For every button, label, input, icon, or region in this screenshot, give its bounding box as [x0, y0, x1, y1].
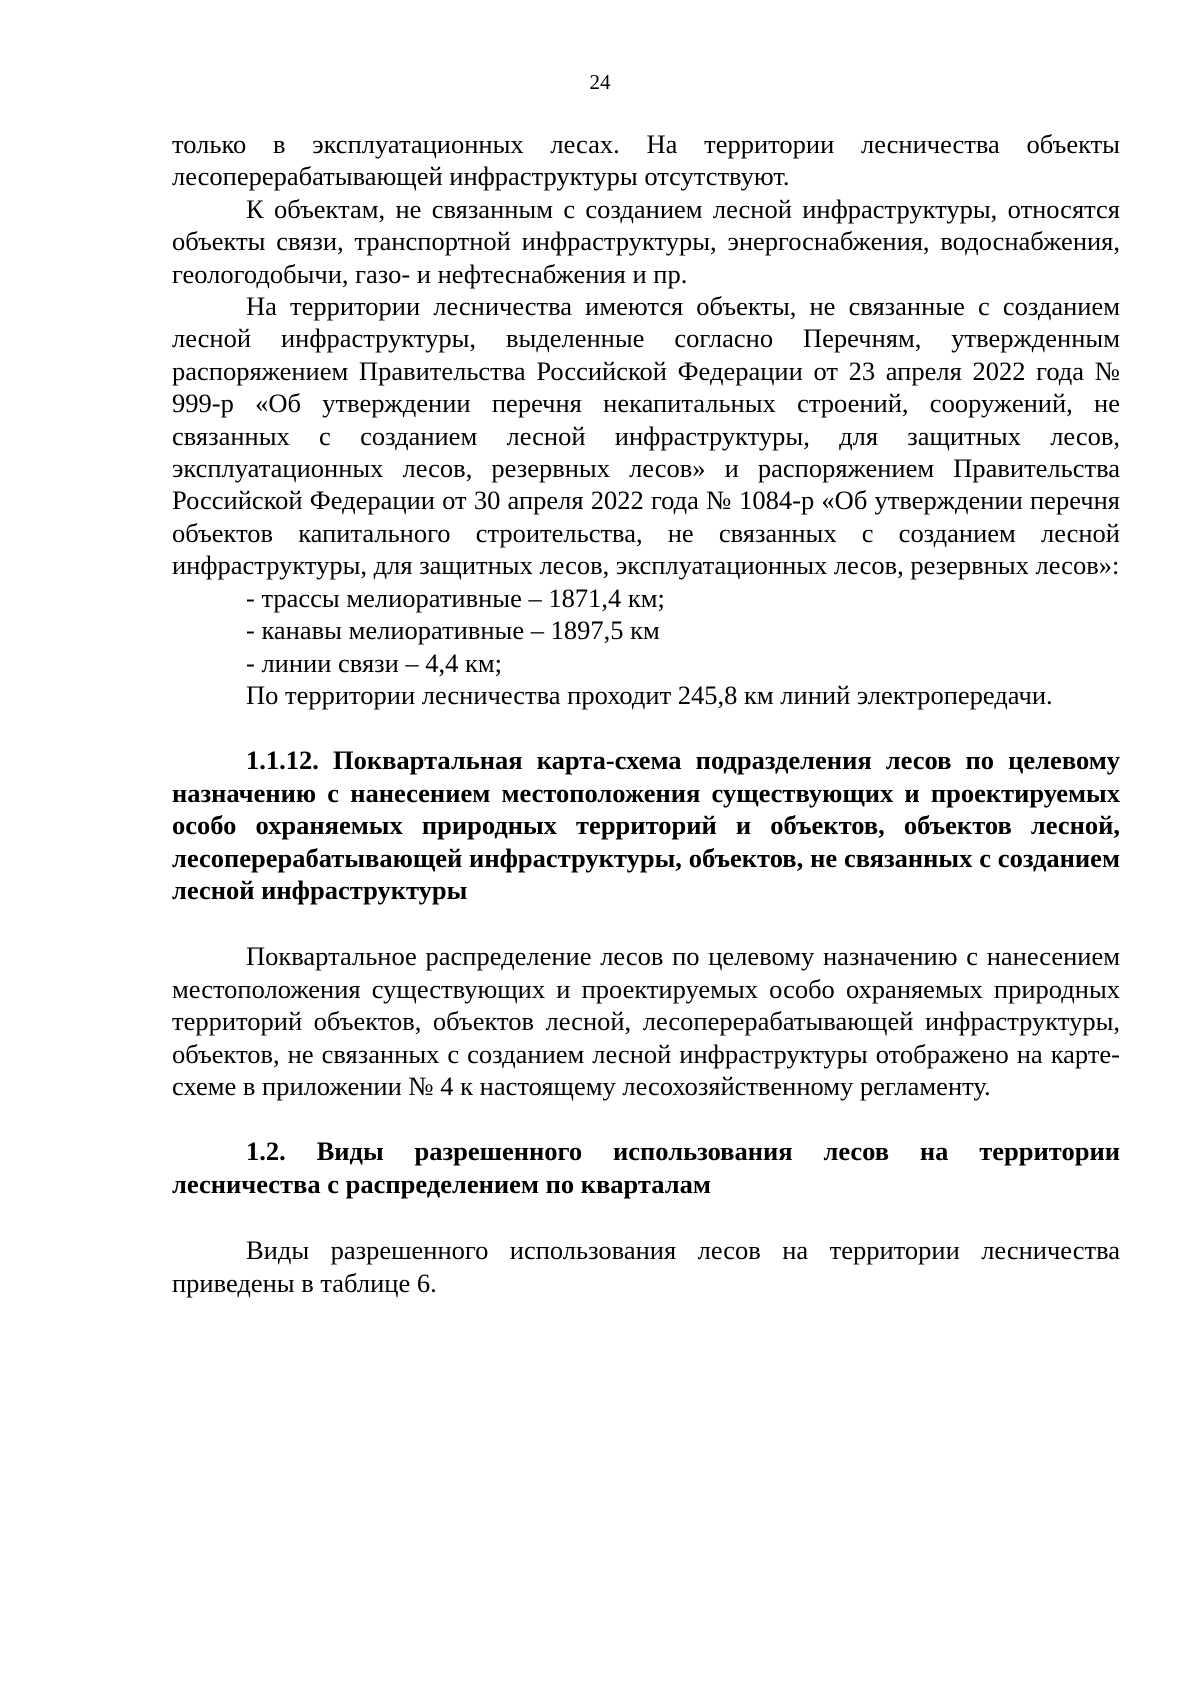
- list-item: - канавы мелиоративные – 1897,5 км: [246, 615, 660, 646]
- page-number: 24: [589, 70, 611, 94]
- document-body: [172, 128, 1120, 1299]
- section-heading-1-2: 1.2. Виды разрешенного использования лесов на территории лесничества с распределением по кварталам: [172, 1136, 1120, 1199]
- paragraph-objects-list-intro: На территории лесничества имеются объекты, не связанные с созданием лесной инфраструктуры, выделенные согласно Перечням, утвержденным распоряжением Правительства Российской Федерации от 23 апреля 2022 года № 999-р «Об утверждении перечня некапитальных строений, сооружений, не связанных с созданием лесной инфраструктуры, для защитных лесов, эксплуатационных лесов, резервных лесов» и распоряжением Правительства Российской Федерации от 30 апреля 2022 года № 1084-р «Об утверждении перечня объектов капитального строительства, не связанных с созданием лесной инфраструктуры, для защитных лесов, эксплуатационных лесов, резервных лесов»:: [172, 291, 1120, 581]
- section-heading-1-1-12: 1.1.12. Поквартальная карта-схема подразделения лесов по целевому назначению с нанесением местоположения существующих и проектируемых особо охраняемых природных территорий и объектов, объектов лесной, лесоперерабатывающей инфраструктуры, объектов, не связанных с созданием лесной инфраструктуры: [172, 745, 1120, 905]
- list-item: - линии связи – 4,4 км;: [246, 647, 503, 678]
- paragraph-power-lines: По территории лесничества проходит 245,8 км линий электропередачи.: [246, 679, 1053, 710]
- paragraph-map-scheme: Поквартальное распределение лесов по целевому назначению с нанесением местоположения существующих и проектируемых особо охраняемых природных территорий объектов, объектов лесной, лесоперерабатывающей инфраструктуры, объектов, не связанных с созданием лесной инфраструктуры отображено на карте-схеме в приложении № 4 к настоящему лесохозяйственному регламенту.: [172, 941, 1120, 1101]
- paragraph-non-forest-objects: К объектам, не связанным с созданием лесной инфраструктуры, относятся объекты связи, транспортной инфраструктуры, энергоснабжения, водоснабжения, геологодобычи, газо- и нефтеснабжения и пр.: [172, 193, 1120, 289]
- paragraph-continuation: только в эксплуатационных лесах. На территории лесничества объекты лесоперерабатывающей инфраструктуры отсутствуют.: [172, 129, 1120, 192]
- list-item: - трассы мелиоративные – 1871,4 км;: [246, 582, 665, 613]
- paragraph-table-reference: Виды разрешенного использования лесов на территории лесничества приведены в таблице 6.: [172, 1235, 1120, 1298]
